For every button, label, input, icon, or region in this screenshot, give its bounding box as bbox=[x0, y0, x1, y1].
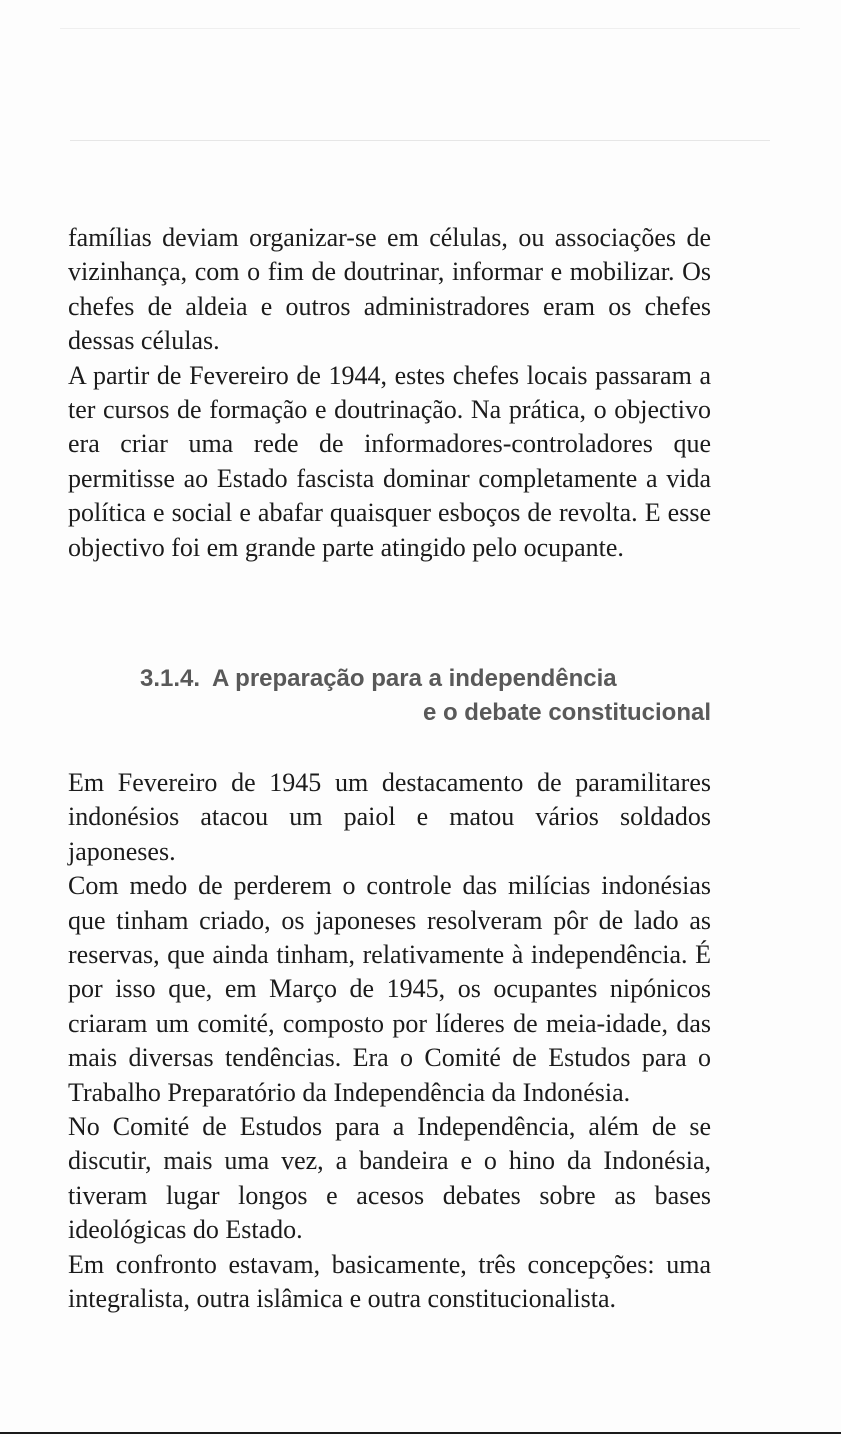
scan-artifact-line bbox=[60, 28, 800, 29]
paragraph: No Comité de Estudos para a Independência, além de se discutir, mais uma vez, a bandeira e o hino da Indonésia, tiveram lugar longos e acesos debates sobre as bases ideológicas do Estado. bbox=[68, 1112, 711, 1245]
page-edge-line bbox=[0, 1432, 841, 1434]
paragraph: Em Fevereiro de 1945 um destacamento de paramilitares indonésios atacou um paiol e matou vários soldados japoneses. bbox=[68, 768, 711, 866]
paragraph: A partir de Fevereiro de 1944, estes chefes locais passaram a ter cursos de formação e doutrinação. Na prática, o objectivo era criar uma rede de informadores-controladores que permitisse ao Estado fascista dominar completamente a vida política e social e abafar quaisquer esboços de revolta. E esse objectivo foi em grande parte atingido pelo ocupante. bbox=[68, 360, 711, 562]
paragraph: Com medo de perderem o controle das milícias indonésias que tinham criado, os japoneses resolveram pôr de lado as reservas, que ainda tinham, relativamente à independência. É por isso que, em Março de 1945, os ocupantes nipónicos criaram um comité, composto por líderes de meia-idade, das mais diversas tendências. Era o Comité de Estudos para o Trabalho Preparatório da Independência da Indonésia. bbox=[68, 871, 711, 1107]
section-number: 3.1.4. bbox=[140, 665, 201, 692]
body-text-top bbox=[68, 221, 711, 565]
paragraph: Em confronto estavam, basicamente, três concepções: uma integralista, outra islâmica e outra constitucionalista. bbox=[68, 1249, 711, 1314]
section-title-line-2: e o debate constitucional bbox=[422, 699, 711, 726]
scan-artifact-line bbox=[70, 140, 770, 141]
body-text-bottom bbox=[68, 766, 711, 1317]
paragraph: famílias deviam organizar-se em células, ou associações de vizinhança, com o fim de doutrinar, informar e mobilizar. Os chefes de aldeia e outros administradores eram os chefes dessas células. bbox=[68, 223, 711, 356]
section-title-line-1: A preparação para a independência bbox=[212, 665, 617, 692]
section-heading bbox=[140, 662, 711, 730]
